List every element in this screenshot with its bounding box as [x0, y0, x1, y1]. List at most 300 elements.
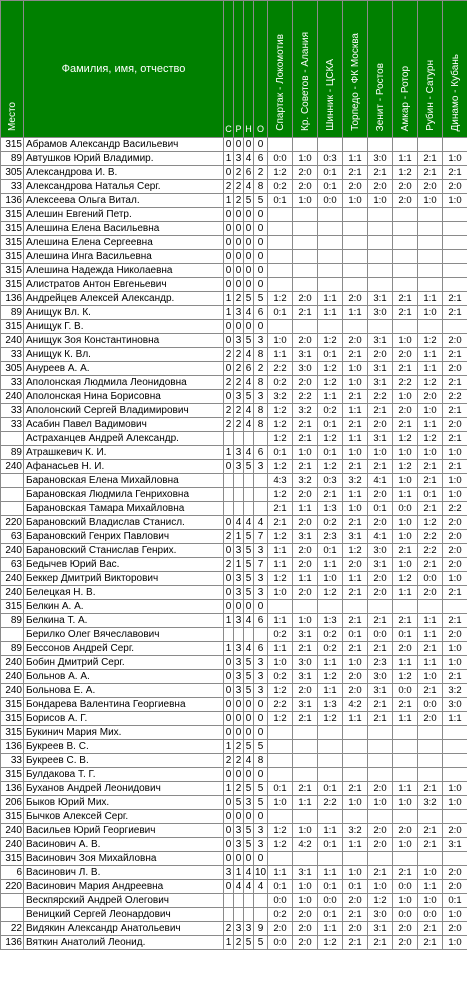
- prediction-cell: 1:1: [393, 712, 418, 726]
- prediction-cell: 0:2: [268, 376, 293, 390]
- stat-cell: [254, 474, 268, 488]
- stat-cell: 1: [234, 530, 244, 544]
- table-row: [1, 698, 467, 712]
- place-cell: 240: [1, 334, 24, 348]
- prediction-cell: 2:1: [343, 348, 368, 362]
- stat-cell: 3: [254, 544, 268, 558]
- name-cell: Анищук Вл. К.: [24, 306, 224, 320]
- table-row: [1, 838, 467, 852]
- prediction-cell: 2:3: [318, 530, 343, 544]
- prediction-cell: 0:1: [268, 880, 293, 894]
- prediction-cell: 1:0: [318, 572, 343, 586]
- place-cell: 240: [1, 390, 24, 404]
- stat-cell: 4: [244, 152, 254, 166]
- prediction-cell: 2:0: [443, 922, 467, 936]
- prediction-cell: 1:2: [268, 530, 293, 544]
- stat-cell: 4: [244, 446, 254, 460]
- place-cell: 240: [1, 670, 24, 684]
- header-match: Амкар - Ротор: [393, 1, 418, 138]
- prediction-cell: 3:2: [293, 404, 318, 418]
- name-cell: Аполонская Нина Борисовна: [24, 390, 224, 404]
- stat-cell: 0: [224, 544, 234, 558]
- stat-cell: 6: [254, 614, 268, 628]
- stat-cell: 3: [254, 572, 268, 586]
- place-cell: 136: [1, 936, 24, 950]
- prediction-cell: 1:1: [293, 502, 318, 516]
- prediction-cell: [393, 754, 418, 768]
- place-cell: 240: [1, 684, 24, 698]
- stat-cell: 3: [254, 334, 268, 348]
- place-cell: 240: [1, 544, 24, 558]
- place-cell: 89: [1, 642, 24, 656]
- prediction-cell: 1:0: [368, 796, 393, 810]
- prediction-cell: 3:2: [343, 474, 368, 488]
- prediction-cell: 1:0: [393, 516, 418, 530]
- prediction-cell: [393, 740, 418, 754]
- prediction-cell: [343, 222, 368, 236]
- prediction-cell: 2:1: [293, 306, 318, 320]
- prediction-cell: [443, 208, 467, 222]
- prediction-cell: 2:0: [343, 292, 368, 306]
- prediction-cell: 1:2: [318, 432, 343, 446]
- table-row: [1, 768, 467, 782]
- stat-cell: 2: [234, 348, 244, 362]
- prediction-cell: 2:1: [393, 614, 418, 628]
- prediction-cell: [443, 138, 467, 152]
- prediction-cell: 1:1: [393, 586, 418, 600]
- prediction-cell: 2:1: [343, 460, 368, 474]
- stat-cell: 5: [244, 684, 254, 698]
- prediction-cell: 0:1: [318, 838, 343, 852]
- prediction-cell: 1:0: [443, 488, 467, 502]
- stat-cell: 0: [224, 768, 234, 782]
- prediction-cell: 1:1: [418, 418, 443, 432]
- stat-cell: 5: [244, 670, 254, 684]
- name-cell: Анищук К. Вл.: [24, 348, 224, 362]
- prediction-cell: 1:2: [418, 334, 443, 348]
- prediction-cell: 2:1: [443, 166, 467, 180]
- prediction-cell: 0:1: [368, 502, 393, 516]
- prediction-cell: 1:1: [318, 656, 343, 670]
- prediction-cell: 2:0: [293, 180, 318, 194]
- prediction-cell: 2:0: [343, 894, 368, 908]
- prediction-cell: [393, 138, 418, 152]
- prediction-cell: [318, 250, 343, 264]
- prediction-cell: 1:2: [393, 572, 418, 586]
- prediction-cell: [368, 852, 393, 866]
- prediction-cell: 1:0: [268, 334, 293, 348]
- prediction-cell: 1:1: [343, 488, 368, 502]
- stat-cell: [254, 908, 268, 922]
- stat-cell: 2: [234, 936, 244, 950]
- stat-cell: 0: [224, 572, 234, 586]
- stat-cell: 5: [254, 782, 268, 796]
- prediction-cell: 0:1: [393, 628, 418, 642]
- prediction-cell: 2:1: [393, 362, 418, 376]
- prediction-cell: 1:0: [393, 334, 418, 348]
- prediction-cell: 1:1: [418, 656, 443, 670]
- prediction-cell: 2:1: [368, 866, 393, 880]
- prediction-cell: 0:2: [268, 670, 293, 684]
- prediction-cell: 0:1: [343, 880, 368, 894]
- prediction-cell: 3:2: [343, 824, 368, 838]
- prediction-cell: 1:1: [318, 684, 343, 698]
- stat-cell: 0: [234, 250, 244, 264]
- prediction-cell: [343, 208, 368, 222]
- stat-cell: 0: [234, 278, 244, 292]
- prediction-cell: [268, 250, 293, 264]
- prediction-cell: 1:0: [418, 446, 443, 460]
- stat-cell: 5: [244, 572, 254, 586]
- prediction-cell: 2:1: [393, 418, 418, 432]
- place-cell: 33: [1, 180, 24, 194]
- stat-cell: 5: [234, 796, 244, 810]
- prediction-cell: 2:2: [393, 376, 418, 390]
- prediction-cell: 2:0: [293, 334, 318, 348]
- place-cell: 315: [1, 138, 24, 152]
- prediction-cell: 1:0: [418, 404, 443, 418]
- stat-cell: 3: [234, 586, 244, 600]
- prediction-cell: 1:0: [443, 572, 467, 586]
- prediction-cell: 2:0: [293, 544, 318, 558]
- stat-cell: 3: [234, 460, 244, 474]
- stat-cell: 0: [224, 684, 234, 698]
- stat-cell: 0: [254, 698, 268, 712]
- prediction-cell: [268, 264, 293, 278]
- prediction-cell: 2:1: [368, 166, 393, 180]
- table-row: [1, 446, 467, 460]
- prediction-cell: 1:3: [318, 698, 343, 712]
- prediction-cell: 2:0: [368, 838, 393, 852]
- prediction-cell: [343, 810, 368, 824]
- prediction-cell: 1:0: [418, 194, 443, 208]
- stat-cell: 0: [224, 236, 234, 250]
- stat-cell: 2: [234, 418, 244, 432]
- prediction-cell: 0:1: [268, 306, 293, 320]
- name-cell: Абрамов Александр Васильевич: [24, 138, 224, 152]
- prediction-cell: 1:0: [293, 894, 318, 908]
- prediction-cell: 1:1: [268, 558, 293, 572]
- name-cell: Барановская Тамара Михайловна: [24, 502, 224, 516]
- stat-cell: 1: [224, 642, 234, 656]
- prediction-cell: [418, 222, 443, 236]
- stat-cell: 0: [224, 320, 234, 334]
- prediction-cell: [293, 208, 318, 222]
- table-row: [1, 586, 467, 600]
- stat-cell: [234, 432, 244, 446]
- stat-cell: 0: [224, 264, 234, 278]
- prediction-cell: 2:0: [443, 824, 467, 838]
- prediction-cell: 2:0: [418, 180, 443, 194]
- prediction-cell: 2:1: [418, 824, 443, 838]
- prediction-cell: 2:0: [393, 642, 418, 656]
- prediction-cell: 1:2: [268, 460, 293, 474]
- stat-cell: [244, 894, 254, 908]
- prediction-cell: [418, 264, 443, 278]
- prediction-cell: 3:2: [293, 474, 318, 488]
- prediction-cell: 1:0: [393, 796, 418, 810]
- stat-cell: 2: [234, 194, 244, 208]
- header-stat: Р: [234, 1, 244, 138]
- prediction-cell: 2:1: [418, 502, 443, 516]
- prediction-cell: 0:2: [318, 404, 343, 418]
- stat-cell: 0: [244, 600, 254, 614]
- prediction-cell: 1:2: [393, 460, 418, 474]
- prediction-cell: 1:1: [393, 656, 418, 670]
- prediction-cell: [293, 852, 318, 866]
- stat-cell: 3: [234, 152, 244, 166]
- prediction-cell: 2:1: [293, 432, 318, 446]
- name-cell: Берилко Олег Вячеславович: [24, 628, 224, 642]
- stat-cell: 0: [224, 208, 234, 222]
- place-cell: 63: [1, 558, 24, 572]
- stat-cell: 2: [234, 754, 244, 768]
- prediction-cell: [268, 726, 293, 740]
- prediction-cell: 1:0: [293, 194, 318, 208]
- prediction-cell: 2:0: [443, 880, 467, 894]
- prediction-cell: 0:0: [393, 908, 418, 922]
- place-cell: 89: [1, 614, 24, 628]
- prediction-cell: 2:1: [418, 838, 443, 852]
- stat-cell: 0: [254, 222, 268, 236]
- prediction-cell: 1:0: [293, 880, 318, 894]
- prediction-cell: 2:3: [368, 656, 393, 670]
- prediction-cell: [393, 250, 418, 264]
- stat-cell: 5: [244, 558, 254, 572]
- prediction-cell: 0:1: [318, 180, 343, 194]
- table-row: [1, 348, 467, 362]
- stat-cell: 1: [224, 292, 234, 306]
- prediction-cell: 2:0: [368, 180, 393, 194]
- stat-cell: 0: [234, 712, 244, 726]
- stat-cell: 2: [254, 166, 268, 180]
- stat-cell: [234, 628, 244, 642]
- prediction-cell: 2:0: [418, 390, 443, 404]
- prediction-cell: 0:1: [318, 418, 343, 432]
- stat-cell: 6: [254, 446, 268, 460]
- stat-cell: 6: [244, 166, 254, 180]
- stat-cell: 4: [254, 516, 268, 530]
- stat-cell: 0: [254, 250, 268, 264]
- place-cell: 33: [1, 376, 24, 390]
- prediction-cell: [443, 600, 467, 614]
- stat-cell: 2: [234, 362, 244, 376]
- prediction-cell: 0:0: [268, 152, 293, 166]
- prediction-cell: 1:0: [443, 796, 467, 810]
- prediction-cell: 1:2: [268, 824, 293, 838]
- prediction-cell: 1:1: [418, 292, 443, 306]
- place-cell: 136: [1, 740, 24, 754]
- prediction-cell: 0:1: [318, 544, 343, 558]
- table-row: [1, 334, 467, 348]
- header-place: Место: [1, 1, 24, 138]
- prediction-cell: 1:1: [268, 866, 293, 880]
- stat-cell: 0: [224, 390, 234, 404]
- prediction-cell: [418, 320, 443, 334]
- prediction-cell: 1:2: [268, 838, 293, 852]
- table-row: [1, 362, 467, 376]
- prediction-cell: [343, 740, 368, 754]
- prediction-cell: 1:0: [443, 642, 467, 656]
- stat-cell: 2: [234, 404, 244, 418]
- stat-cell: 0: [254, 278, 268, 292]
- stat-cell: [234, 908, 244, 922]
- stat-cell: 0: [234, 138, 244, 152]
- prediction-cell: 2:0: [368, 782, 393, 796]
- name-cell: Васинович Зоя Михайловна: [24, 852, 224, 866]
- prediction-cell: 2:1: [368, 460, 393, 474]
- stat-cell: 5: [244, 530, 254, 544]
- name-cell: Алешина Инга Васильевна: [24, 250, 224, 264]
- stat-cell: 3: [234, 824, 244, 838]
- prediction-cell: 2:1: [393, 306, 418, 320]
- stat-cell: 3: [254, 460, 268, 474]
- stat-cell: 2: [234, 782, 244, 796]
- table-row: [1, 180, 467, 194]
- prediction-cell: 3:1: [368, 334, 393, 348]
- prediction-cell: [418, 600, 443, 614]
- prediction-cell: 0:0: [418, 698, 443, 712]
- prediction-cell: 1:1: [418, 880, 443, 894]
- stat-cell: 0: [224, 250, 234, 264]
- prediction-cell: 2:0: [368, 572, 393, 586]
- prediction-cell: 1:2: [343, 544, 368, 558]
- prediction-cell: [318, 208, 343, 222]
- prediction-cell: 2:0: [368, 824, 393, 838]
- stat-cell: 3: [234, 334, 244, 348]
- prediction-cell: 0:3: [318, 152, 343, 166]
- table-row: [1, 488, 467, 502]
- prediction-cell: 1:1: [318, 866, 343, 880]
- prediction-cell: [268, 138, 293, 152]
- prediction-cell: [418, 810, 443, 824]
- table-row: [1, 306, 467, 320]
- name-cell: Барановский Станислав Генрих.: [24, 544, 224, 558]
- prediction-cell: 2:1: [393, 544, 418, 558]
- place-cell: 315: [1, 810, 24, 824]
- table-row: [1, 166, 467, 180]
- place-cell: 240: [1, 572, 24, 586]
- prediction-cell: 2:1: [343, 782, 368, 796]
- prediction-cell: 2:1: [443, 586, 467, 600]
- table-row: [1, 432, 467, 446]
- prediction-cell: [368, 278, 393, 292]
- prediction-cell: 2:2: [418, 530, 443, 544]
- prediction-cell: [368, 754, 393, 768]
- stat-cell: 5: [244, 838, 254, 852]
- prediction-cell: 3:0: [368, 544, 393, 558]
- stat-cell: [234, 488, 244, 502]
- stat-cell: 8: [254, 418, 268, 432]
- stat-cell: 2: [224, 558, 234, 572]
- place-cell: 220: [1, 880, 24, 894]
- prediction-cell: [318, 222, 343, 236]
- table-row: [1, 628, 467, 642]
- stat-cell: 0: [224, 362, 234, 376]
- place-cell: 240: [1, 460, 24, 474]
- place-cell: 6: [1, 866, 24, 880]
- prediction-cell: 2:1: [293, 712, 318, 726]
- table-row: [1, 474, 467, 488]
- stat-cell: 8: [254, 404, 268, 418]
- stat-cell: 3: [234, 614, 244, 628]
- prediction-cell: 2:0: [393, 348, 418, 362]
- stat-cell: 2: [224, 922, 234, 936]
- prediction-cell: 1:1: [393, 152, 418, 166]
- prediction-cell: [393, 278, 418, 292]
- stat-cell: 3: [234, 642, 244, 656]
- stat-cell: [224, 628, 234, 642]
- stat-cell: 1: [224, 194, 234, 208]
- prediction-cell: 3:1: [368, 292, 393, 306]
- name-cell: Андрейцев Алексей Александр.: [24, 292, 224, 306]
- name-cell: Барановский Владислав Станисл.: [24, 516, 224, 530]
- table-row: [1, 642, 467, 656]
- place-cell: 315: [1, 222, 24, 236]
- stat-cell: 5: [244, 740, 254, 754]
- header-match: Рубин - Сатурн: [418, 1, 443, 138]
- prediction-cell: 0:1: [343, 628, 368, 642]
- prediction-cell: [393, 208, 418, 222]
- prediction-cell: [318, 264, 343, 278]
- name-cell: Букинич Мария Мих.: [24, 726, 224, 740]
- prediction-cell: 3:1: [368, 432, 393, 446]
- prediction-cell: [443, 222, 467, 236]
- stat-cell: 0: [224, 166, 234, 180]
- prediction-cell: [268, 768, 293, 782]
- name-cell: Атрашкевич К. И.: [24, 446, 224, 460]
- prediction-cell: 2:0: [393, 922, 418, 936]
- stat-cell: 0: [254, 852, 268, 866]
- prediction-cell: [443, 236, 467, 250]
- prediction-cell: 2:1: [393, 292, 418, 306]
- prediction-cell: 3:1: [293, 698, 318, 712]
- prediction-cell: 1:1: [418, 348, 443, 362]
- stat-cell: 0: [254, 810, 268, 824]
- prediction-cell: 1:0: [393, 558, 418, 572]
- header-match: Шинник - ЦСКА: [318, 1, 343, 138]
- prediction-cell: [293, 264, 318, 278]
- stat-cell: 0: [254, 236, 268, 250]
- prediction-cell: 0:1: [268, 194, 293, 208]
- stat-cell: 3: [234, 922, 244, 936]
- stat-cell: 0: [254, 712, 268, 726]
- place-cell: 315: [1, 278, 24, 292]
- prediction-cell: [318, 278, 343, 292]
- prediction-cell: 3:0: [293, 656, 318, 670]
- prediction-cell: [343, 320, 368, 334]
- stat-cell: 5: [244, 334, 254, 348]
- prediction-cell: 2:0: [443, 334, 467, 348]
- prediction-cell: 0:2: [318, 516, 343, 530]
- stat-cell: 3: [254, 838, 268, 852]
- stat-cell: 6: [254, 152, 268, 166]
- table-row: [1, 390, 467, 404]
- prediction-cell: 2:1: [443, 348, 467, 362]
- prediction-cell: 2:1: [393, 698, 418, 712]
- prediction-cell: 1:3: [318, 614, 343, 628]
- prediction-cell: 2:1: [343, 418, 368, 432]
- stat-cell: 0: [224, 460, 234, 474]
- prediction-cell: [368, 264, 393, 278]
- prediction-cell: 1:1: [318, 292, 343, 306]
- stat-cell: 0: [244, 278, 254, 292]
- stat-cell: 0: [234, 208, 244, 222]
- stat-cell: 7: [254, 558, 268, 572]
- prediction-cell: [418, 726, 443, 740]
- stat-cell: 9: [254, 922, 268, 936]
- prediction-cell: [293, 810, 318, 824]
